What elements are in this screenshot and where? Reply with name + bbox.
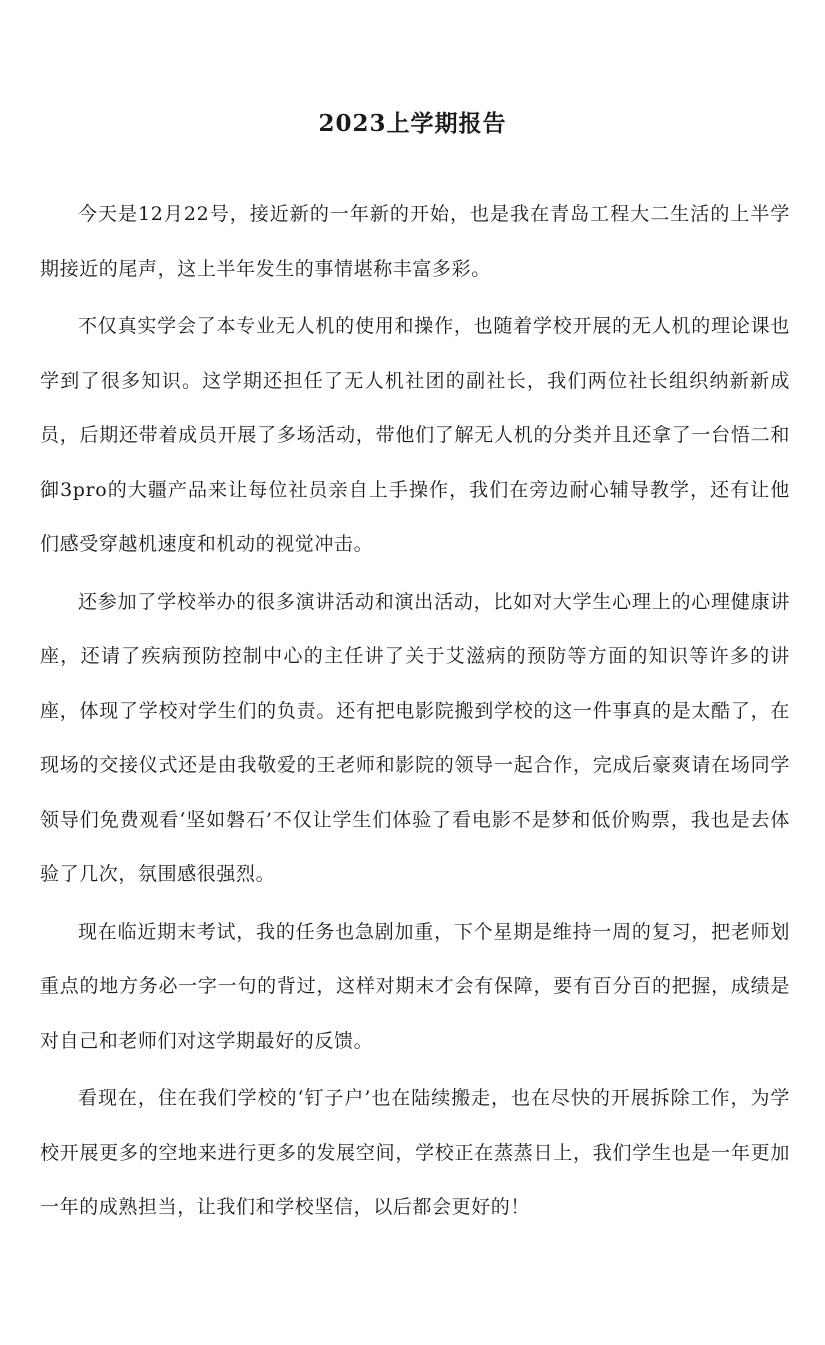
- document-body: [40, 187, 790, 1238]
- paragraph-activities: 还参加了学校举办的很多演讲活动和演出活动，比如对大学生心理上的心理健康讲座，还请了疾病预防控制中心的主任讲了关于艾滋病的预防等方面的知识等许多的讲座，体现了学校对学生们的负责。还有把电影院搬到学校的这一件事真的是太酷了，在现场的交接仪式还是由我敬爱的王老师和影院的领导一起合作，完成后豪爽请在场同学领导们免费观看‘坚如磐石’不仅让学生们体验了看电影不是梦和低价购票，我也是去体验了几次，氛围感很强烈。: [40, 590, 790, 885]
- paragraph-final-exams: 现在临近期末考试，我的任务也急剧加重，下个星期是维持一周的复习，把老师划重点的地方务必一字一句的背过，这样对期末才会有保障，要有百分百的把握，成绩是对自己和老师们对这学期最好的反馈。: [40, 920, 790, 1052]
- paragraph-drone-club: 不仅真实学会了本专业无人机的使用和操作，也随着学校开展的无人机的理论课也学到了很多知识。这学期还担任了无人机社团的副社长，我们两位社长组织纳新新成员，后期还带着成员开展了多场活动，带他们了解无人机的分类并且还拿了一台悟二和御3pro的大疆产品来让每位社员亲自上手操作，我们在旁边耐心辅导教学，还有让他们感受穿越机速度和机动的视觉冲击。: [40, 315, 790, 555]
- paragraph-intro: 今天是12月22号，接近新的一年新的开始，也是我在青岛工程大二生活的上半学期接近的尾声，这上半年发生的事情堪称丰富多彩。: [40, 203, 790, 280]
- document-title: 2023上学期报告: [318, 110, 507, 137]
- paragraph-conclusion: 看现在，住在我们学校的‘钉子户’也在陆续搬走，也在尽快的开展拆除工作，为学校开展更多的空地来进行更多的发展空间，学校正在蒸蒸日上，我们学生也是一年更加一年的成熟担当，让我们和学校坚信，以后都会更好的！: [40, 1087, 790, 1218]
